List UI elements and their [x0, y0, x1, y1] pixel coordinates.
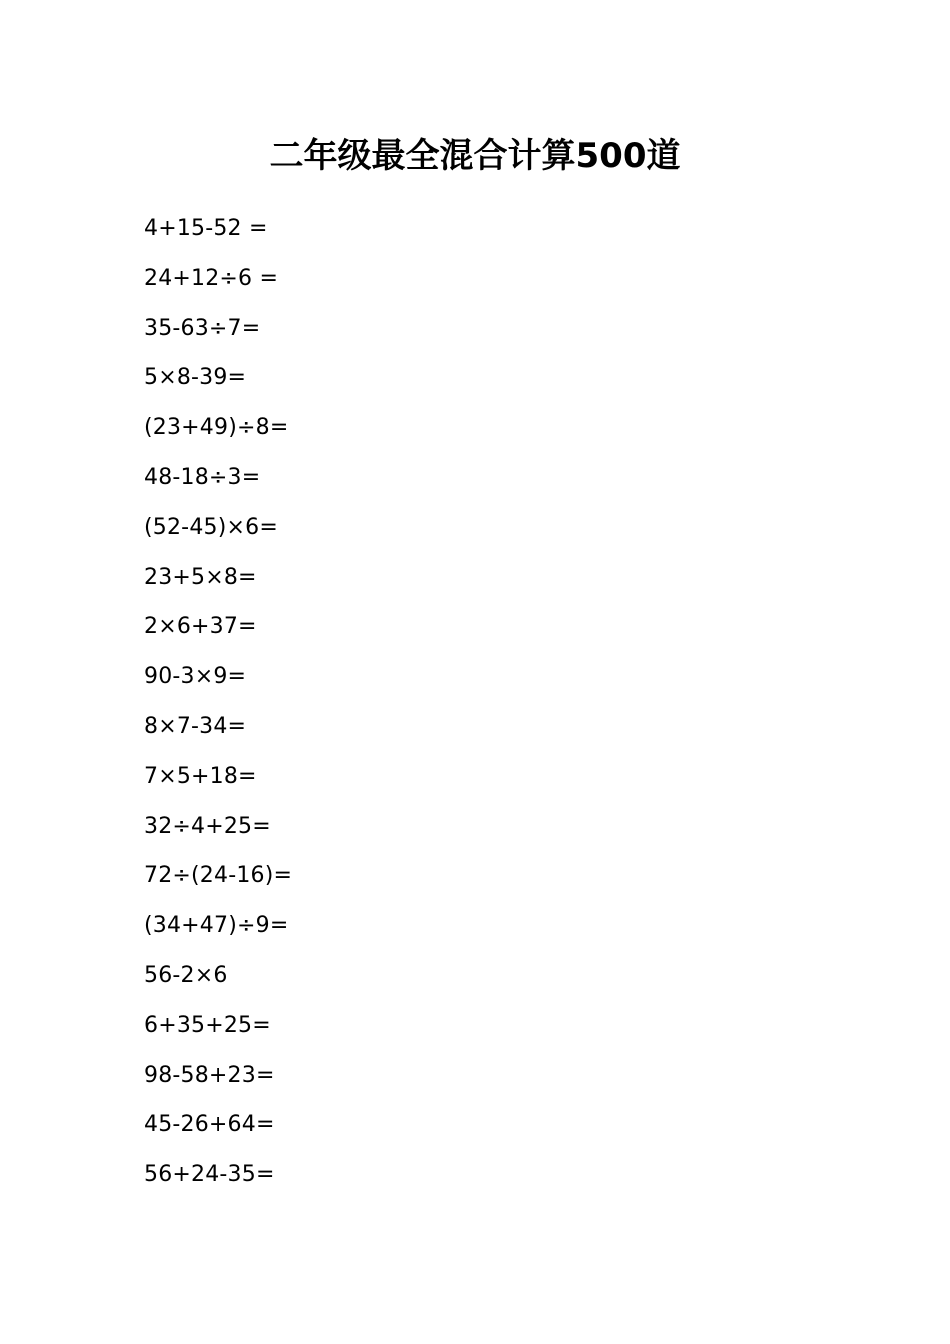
page-title: 二年级最全混合计算500道 [269, 135, 681, 176]
problem-item: 56+24-35= [144, 1162, 275, 1188]
problem-item: 6+35+25= [144, 1012, 271, 1038]
problem-item: 7×5+18= [144, 763, 257, 789]
problem-item: 45-26+64= [144, 1112, 275, 1138]
problem-item: 98-58+23= [144, 1062, 275, 1088]
problem-item: 2×6+37= [144, 614, 257, 640]
problem-item: 8×7-34= [144, 713, 247, 739]
problem-list [144, 209, 292, 1205]
problem-item: 32÷4+25= [144, 813, 271, 839]
problem-item: 23+5×8= [144, 564, 257, 590]
problem-item: 56-2×6 [144, 962, 228, 988]
problem-item: (23+49)÷8= [144, 415, 289, 441]
problem-item: (34+47)÷9= [144, 913, 289, 939]
problem-item: (52-45)×6= [144, 514, 278, 540]
problem-item: 90-3×9= [144, 664, 247, 690]
problem-item: 35-63÷7= [144, 315, 261, 341]
problem-item: 4+15-52 = [144, 216, 268, 241]
problem-item: 48-18÷3= [144, 464, 261, 490]
problem-item: 24+12÷6 = [144, 265, 279, 291]
problem-item: 72÷(24-16)= [144, 863, 293, 889]
problem-item: 5×8-39= [144, 365, 247, 391]
